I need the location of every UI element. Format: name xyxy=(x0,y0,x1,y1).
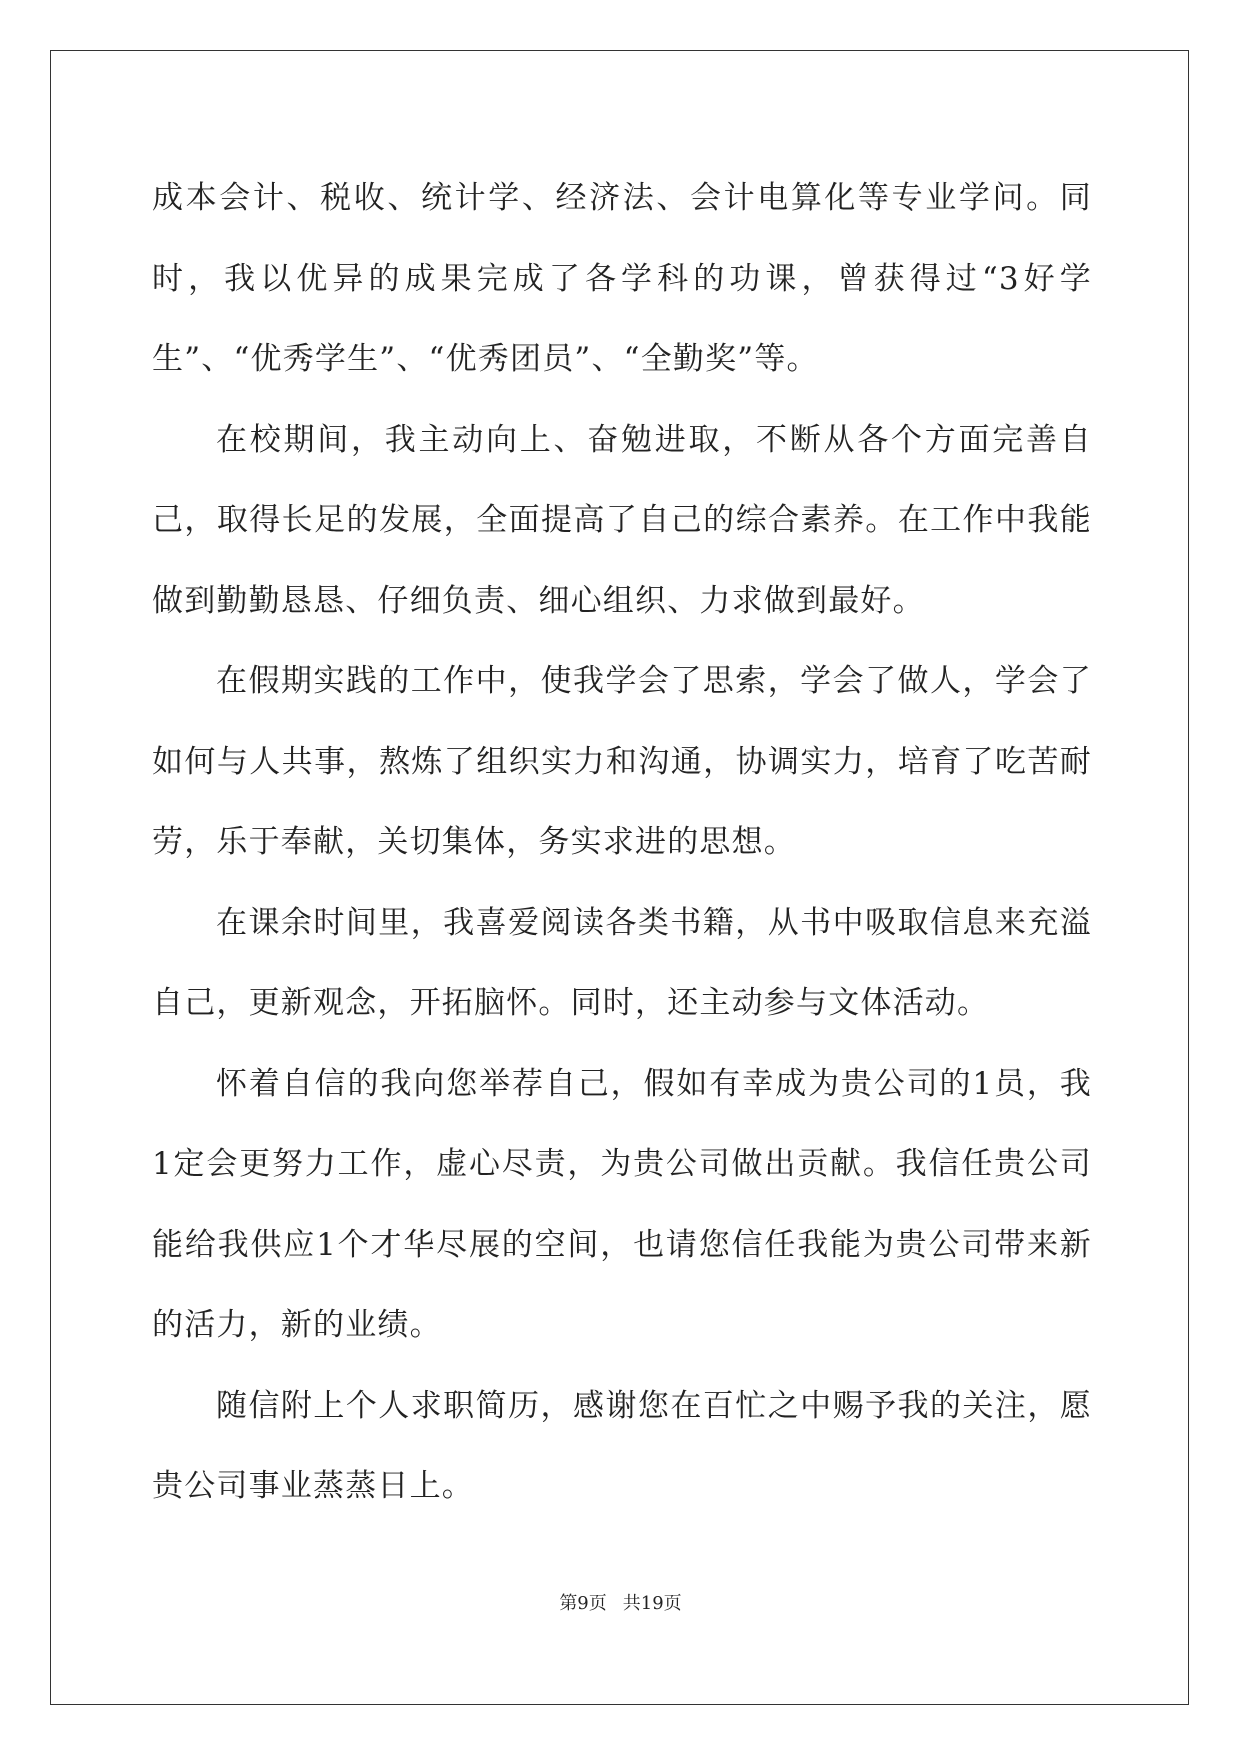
paragraph-5: 怀着自信的我向您举荐自己，假如有幸成为贵公司的1员，我1定会更努力工作，虚心尽责，为贵公司做出贡献。我信任贵公司能给我供应1个才华尽展的空间，也请您信任我能为贵公司带来新的活力，新的业绩。 xyxy=(152,1065,1092,1343)
paragraph-2: 在校期间，我主动向上、奋勉进取，不断从各个方面完善自己，取得长足的发展，全面提高了自己的综合素养。在工作中我能做到勤勤恳恳、仔细负责、细心组织、力求做到最好。 xyxy=(152,421,1092,619)
page-number: 第9页 xyxy=(559,1593,607,1614)
page-footer xyxy=(0,1592,1241,1616)
paragraph-4: 在课余时间里，我喜爱阅读各类书籍，从书中吸取信息来充溢自己，更新观念，开拓脑怀。同时，还主动参与文体活动。 xyxy=(152,904,1092,1021)
paragraph-3: 在假期实践的工作中，使我学会了思索，学会了做人，学会了如何与人共事，熬炼了组织实力和沟通，协调实力，培育了吃苦耐劳，乐于奉献，关切集体，务实求进的思想。 xyxy=(152,663,1092,860)
paragraph-1: 成本会计、税收、统计学、经济法、会计电算化等专业学问。同时，我以优异的成果完成了各学科的功课，曾获得过“3好学生”、“优秀学生”、“优秀团员”、“全勤奖”等。 xyxy=(152,180,1092,377)
document-body xyxy=(152,158,1092,1527)
paragraph-6: 随信附上个人求职简历，感谢您在百忙之中赐予我的关注，愿贵公司事业蒸蒸日上。 xyxy=(152,1387,1092,1504)
page-total: 共19页 xyxy=(622,1593,682,1614)
